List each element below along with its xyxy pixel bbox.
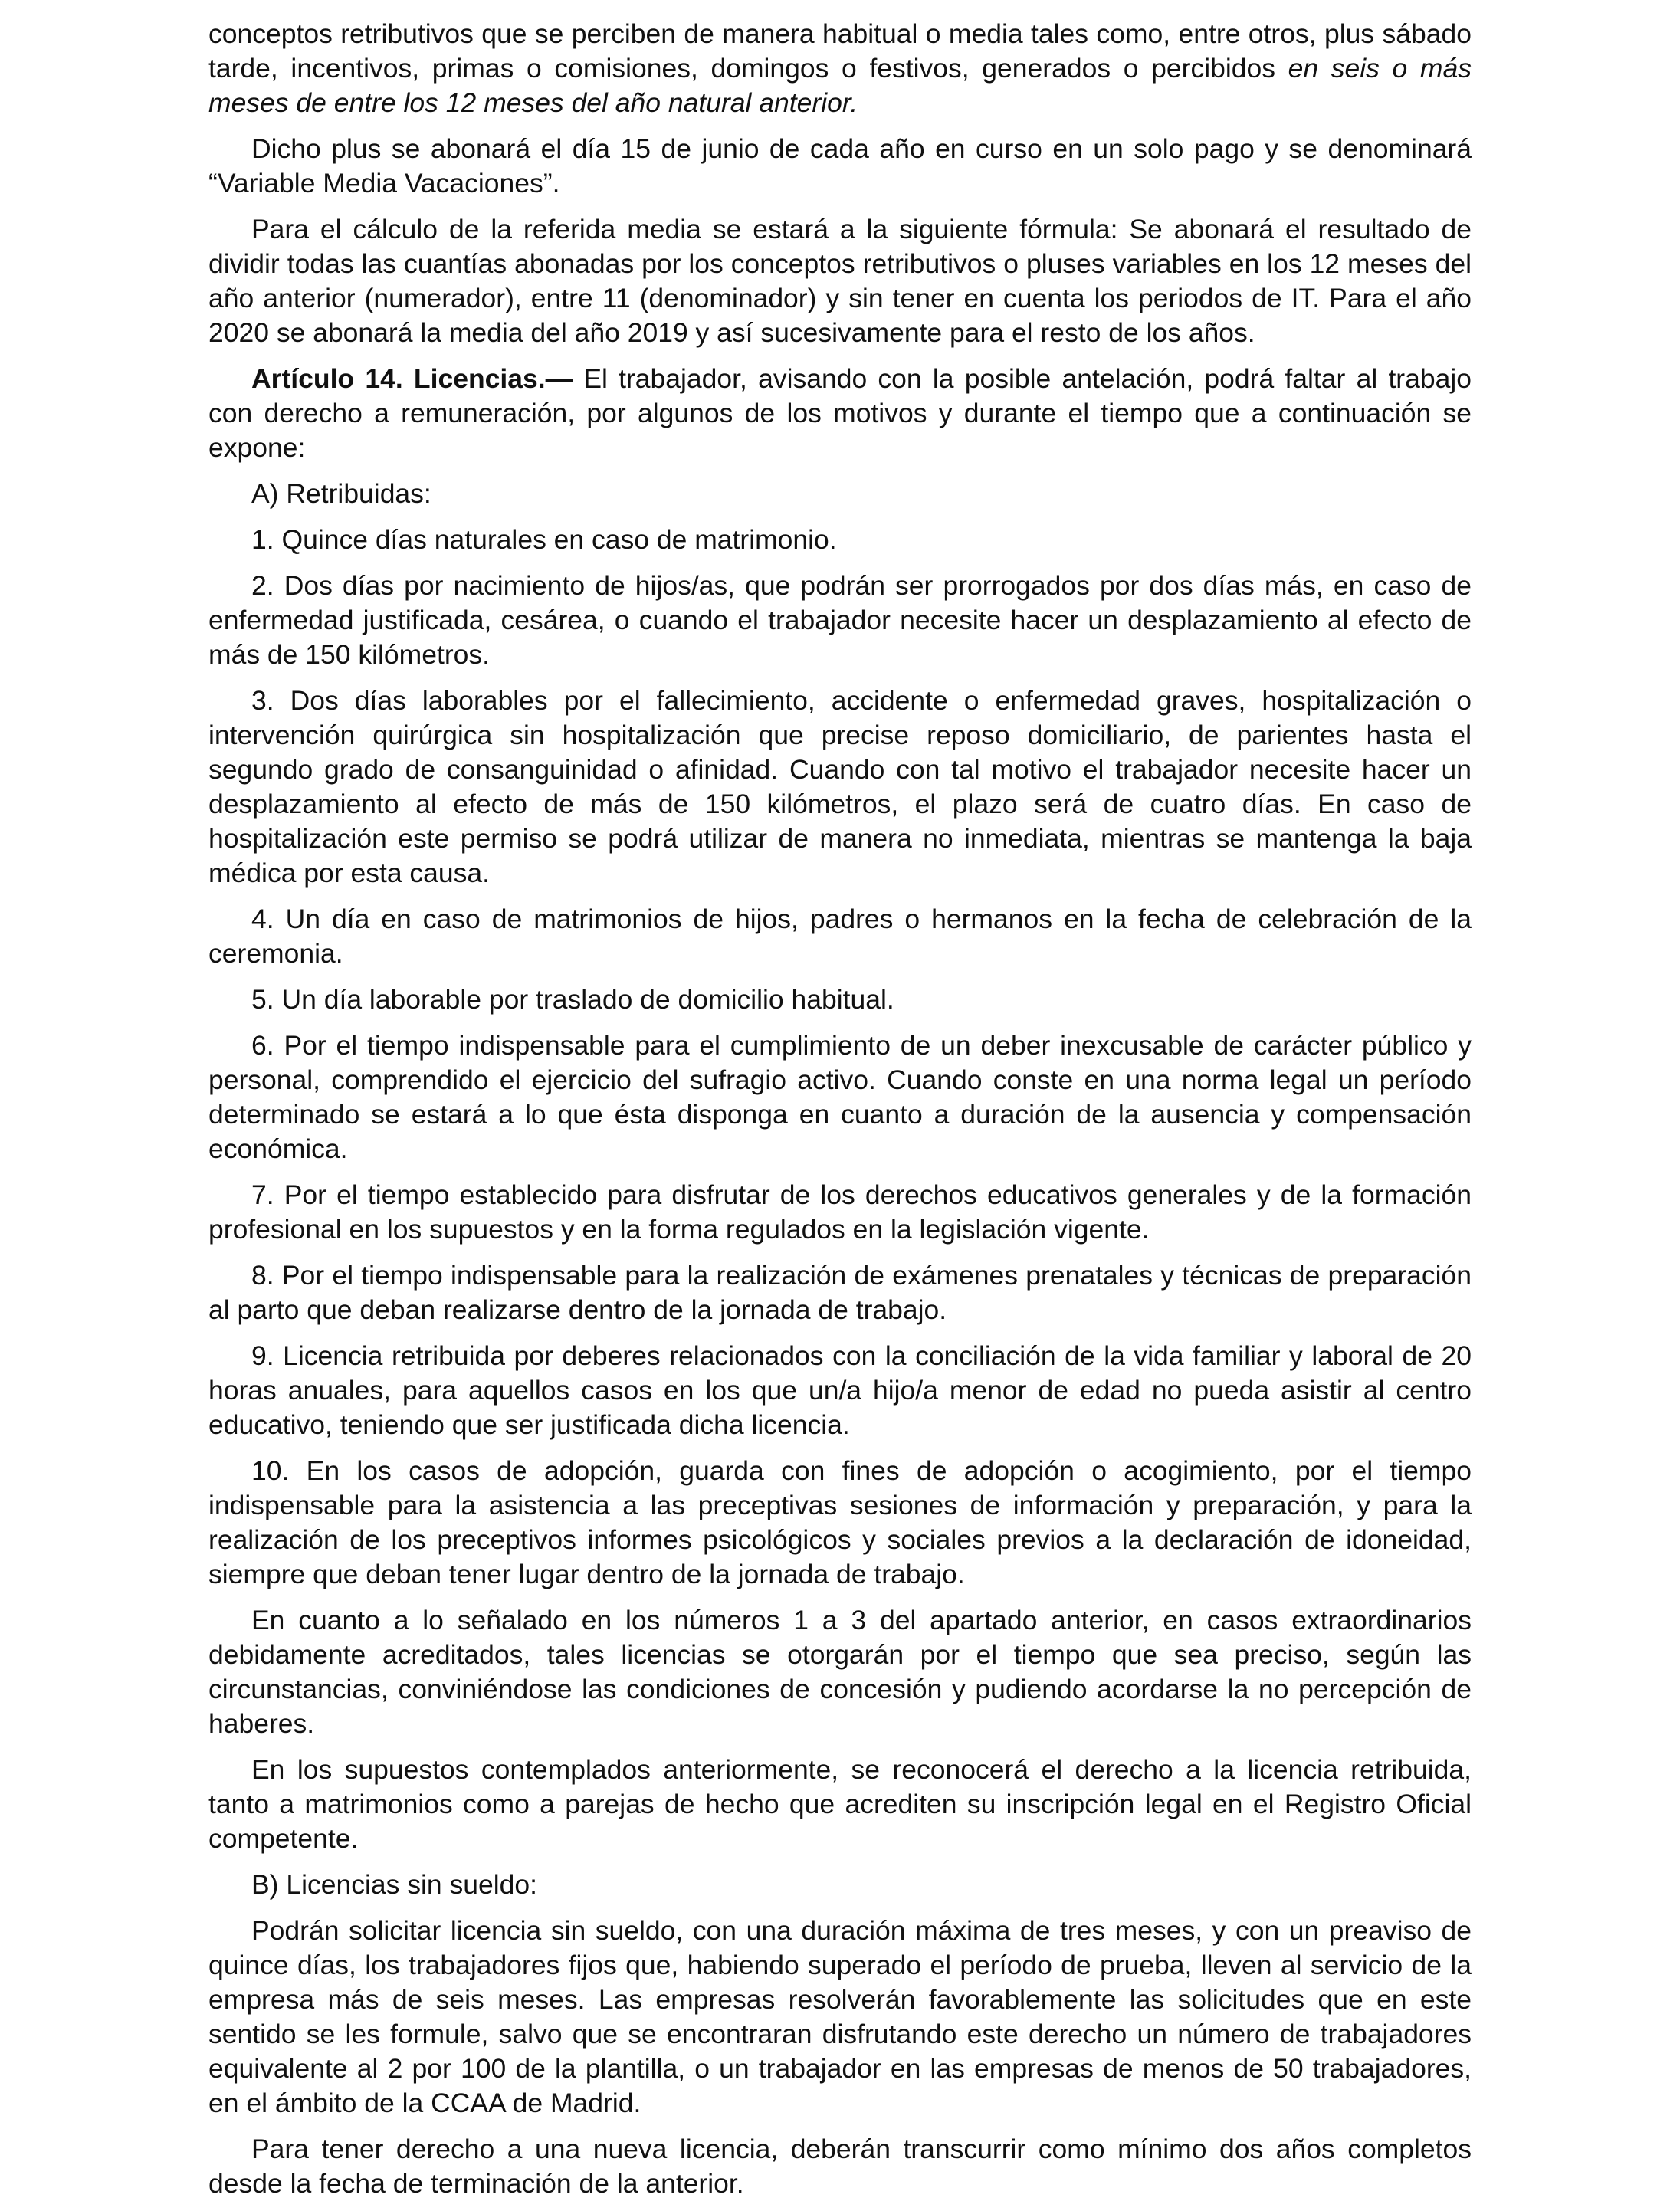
- intro-paragraph-3: Para el cálculo de la referida media se estará a la siguiente fórmula: Se abonará el resultado de dividir todas las cuantías abonadas por los conceptos retributivos o pluses variables en los 12 meses del año anterior (numerador), entre 11 (denominador) y sin tener en cuenta los periodos de IT. Para el año 2020 se abonará la media del año 2019 y así sucesivamente para el resto de los años.: [208, 214, 1472, 348]
- article-heading: Artículo 14. Licencias.—: [251, 363, 573, 394]
- section-b-heading: B) Licencias sin sueldo:: [251, 1869, 537, 1900]
- list-item-4: 4. Un día en caso de matrimonios de hijos, padres o hermanos en la fecha de celebración de la ceremonia.: [208, 904, 1472, 969]
- article-14-paragraph: [208, 362, 1472, 465]
- section-b-paragraph-2: Para tener derecho a una nueva licencia, deberán transcurrir como mínimo dos años completos desde la fecha de terminación de la anterior.: [208, 2134, 1472, 2199]
- article-intro: El trabajador, avisando con la posible antelación, podrá faltar al trabajo con derecho a remuneración, por algunos de los motivos y durante el tiempo que a continuación se expone:: [208, 363, 1472, 463]
- list-item-3: 3. Dos días laborables por el fallecimiento, accidente o enfermedad graves, hospitalización o intervención quirúrgica sin hospitalización que precise reposo domiciliario, de parientes hasta el segundo grado de consanguinidad o afinidad. Cuando con tal motivo el trabajador necesite hacer un desplazamiento al efecto de más de 150 kilómetros, el plazo será de cuatro días. En caso de hospitalización este permiso se podrá utilizar de manera no inmediata, mientras se mantenga la baja médica por esta causa.: [208, 685, 1472, 888]
- list-item-1: 1. Quince días naturales en caso de matrimonio.: [251, 524, 837, 555]
- section-b-paragraph-1: Podrán solicitar licencia sin sueldo, con una duración máxima de tres meses, y con un preaviso de quince días, los trabajadores fijos que, habiendo superado el período de prueba, lleven al servicio de la empresa más de seis meses. Las empresas resolverán favorablemente las solicitudes que en este sentido se les formule, salvo que se encontraran disfrutando este derecho un número de trabajadores equivalente al 2 por 100 de la plantilla, o un trabajador en las empresas de menos de 50 trabajadores, en el ámbito de la CCAA de Madrid.: [208, 1915, 1472, 2118]
- list-item-6: 6. Por el tiempo indispensable para el cumplimiento de un deber inexcusable de carácter público y personal, comprendido el ejercicio del sufragio activo. Cuando conste en una norma legal un período determinado se estará a lo que ésta disponga en cuanto a duración de la ausencia y compensación económica.: [208, 1030, 1472, 1164]
- list-item-5: 5. Un día laborable por traslado de domicilio habitual.: [251, 984, 894, 1015]
- list-item-9: 9. Licencia retribuida por deberes relacionados con la conciliación de la vida familiar y laboral de 20 horas anuales, para aquellos casos en los que un/a hijo/a menor de edad no pueda asistir al centro educativo, teniendo que ser justificada dicha licencia.: [208, 1340, 1472, 1440]
- list-item-8: 8. Por el tiempo indispensable para la realización de exámenes prenatales y técnicas de preparación al parto que deban realizarse dentro de la jornada de trabajo.: [208, 1260, 1472, 1325]
- intro-paragraph-2: Dicho plus se abonará el día 15 de junio de cada año en curso en un solo pago y se denominará “Variable Media Vacaciones”.: [208, 133, 1472, 198]
- list-item-2: 2. Dos días por nacimiento de hijos/as, que podrán ser prorrogados por dos días más, en caso de enfermedad justificada, cesárea, o cuando el trabajador necesite hacer un desplazamiento al efecto de más de 150 kilómetros.: [208, 570, 1472, 670]
- intro-paragraph-1: [208, 17, 1472, 120]
- section-a-heading: A) Retribuidas:: [251, 478, 431, 509]
- intro-paragraph-1-text: conceptos retributivos que se perciben de manera habitual o media tales como, entre otros, plus sábado tarde, incentivos, primas o comisiones, domingos o festivos, generados o percibidos: [208, 18, 1472, 84]
- section-a-note-2: En los supuestos contemplados anteriormente, se reconocerá el derecho a la licencia retribuida, tanto a matrimonios como a parejas de hecho que acrediten su inscripción legal en el Registro Oficial competente.: [208, 1754, 1472, 1854]
- intro-paragraph-1-italic: en seis o más meses de entre los 12 meses del año natural anterior.: [208, 53, 1472, 118]
- list-item-10: 10. En los casos de adopción, guarda con fines de adopción o acogimiento, por el tiempo indispensable para la asistencia a las preceptivas sesiones de información y preparación, y para la realización de los preceptivos informes psicológicos y sociales previos a la declaración de idoneidad, siempre que deban tener lugar dentro de la jornada de trabajo.: [208, 1455, 1472, 1589]
- section-a-note-1: En cuanto a lo señalado en los números 1 a 3 del apartado anterior, en casos extraordinarios debidamente acreditados, tales licencias se otorgarán por el tiempo que sea preciso, según las circunstancias, conviniéndose las condiciones de concesión y pudiendo acordarse la no percepción de haberes.: [208, 1605, 1472, 1739]
- list-item-7: 7. Por el tiempo establecido para disfrutar de los derechos educativos generales y de la formación profesional en los supuestos y en la forma regulados en la legislación vigente.: [208, 1179, 1472, 1245]
